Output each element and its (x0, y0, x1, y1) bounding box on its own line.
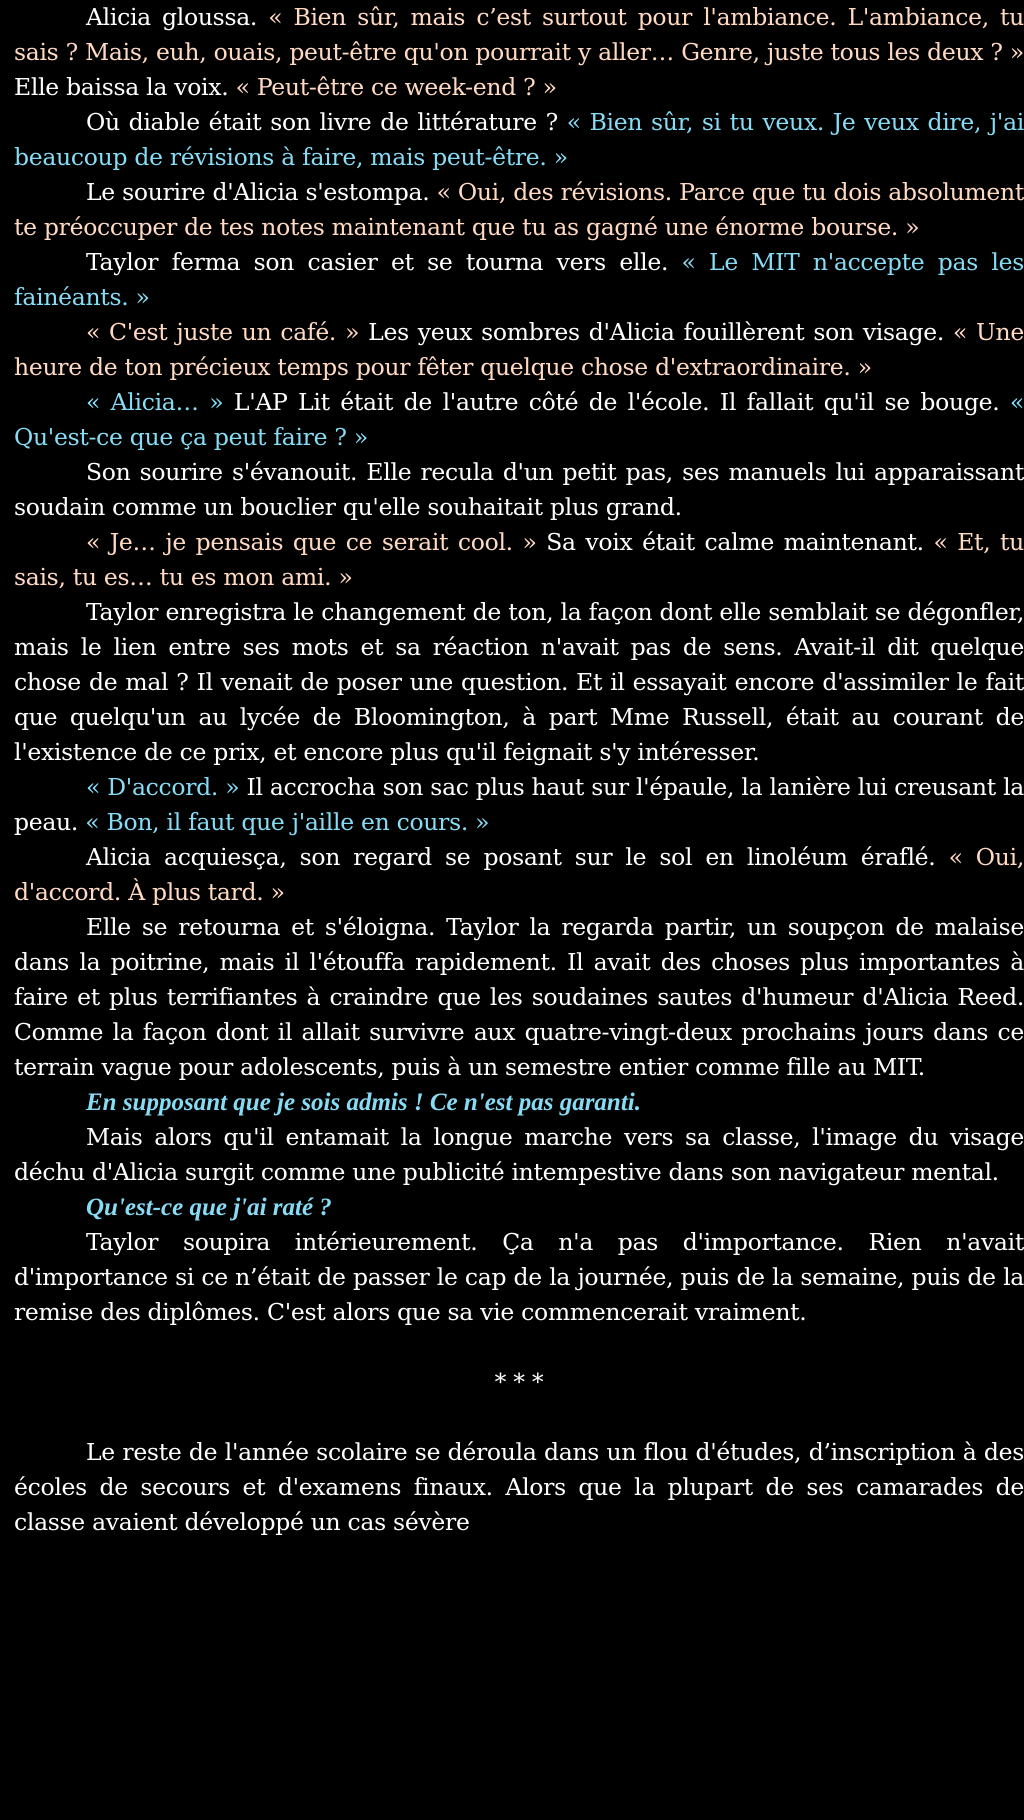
taylor-dialogue: « Alicia… » (86, 388, 224, 416)
alicia-dialogue: « Oui, des révisions. Parce que tu dois absolument te préoccuper de tes notes maintenant que tu as gagné une énorme bourse. » (14, 178, 1024, 241)
paragraph (14, 1225, 1024, 1330)
narration-text: * * * (494, 1368, 544, 1396)
narration-text: Le sourire d'Alicia s'estompa. (86, 178, 437, 206)
paragraph (14, 385, 1024, 455)
alicia-dialogue: « Peut-être ce week-end ? » (235, 73, 557, 101)
narration-text: Alicia gloussa. (86, 3, 269, 31)
narration-text: Mais alors qu'il entamait la longue marche vers sa classe, l'image du visage déchu d'Alicia surgit comme une publicité intempestive dans son navigateur mental. (14, 1123, 1024, 1186)
alicia-dialogue: « C'est juste un café. » (86, 318, 360, 346)
taylor-dialogue: « D'accord. » (86, 773, 240, 801)
narration-text: Son sourire s'évanouit. Elle recula d'un petit pas, ses manuels lui apparaissant soudain comme un bouclier qu'elle souhaitait plus grand. (14, 458, 1024, 521)
taylor-dialogue: « Bien sûr, si tu veux. Je veux dire, j'ai beaucoup de révisions à faire, mais peut-être. » (14, 108, 1024, 171)
narration-text: L'AP Lit était de l'autre côté de l'école. Il fallait qu'il se bouge. (223, 388, 1010, 416)
narration-text: Les yeux sombres d'Alicia fouillèrent son visage. (359, 318, 953, 346)
paragraph (14, 245, 1024, 315)
taylor-dialogue: « Bon, il faut que j'aille en cours. » (85, 808, 490, 836)
paragraph (14, 175, 1024, 245)
inner-thought: En supposant que je sois admis ! Ce n'est pas garanti. (86, 1089, 641, 1116)
narration-text: Elle baissa la voix. (14, 73, 236, 101)
narration-text: Il accrocha son sac plus haut sur l'épaule, la lanière lui creusant la peau. (14, 773, 1024, 836)
paragraph (14, 1435, 1024, 1540)
narration-text: Taylor soupira intérieurement. Ça n'a pas d'importance. Rien n'avait d'importance si ce n’était de passer le cap de la journée, puis de la semaine, puis de la remise des diplômes. C'est alors que sa vie commencerait vraiment. (14, 1228, 1024, 1326)
paragraph (14, 595, 1024, 770)
narration-text: Le reste de l'année scolaire se déroula dans un flou d'études, d’inscription à des écoles de secours et d'examens finaux. Alors que la plupart de ses camarades de classe avaient développé un cas sévère (14, 1438, 1024, 1536)
paragraph (14, 315, 1024, 385)
alicia-dialogue: « Bien sûr, mais c’est surtout pour l'ambiance. L'ambiance, tu sais ? Mais, euh, ouais, peut-être qu'on pourrait y aller… Genre, juste tous les deux ? » (14, 3, 1024, 66)
document-page (14, 0, 1024, 1540)
paragraph (14, 1120, 1024, 1190)
narration-text: Sa voix était calme maintenant. (536, 528, 934, 556)
scene-break (14, 1365, 1024, 1400)
paragraph (14, 105, 1024, 175)
paragraph (14, 1085, 1024, 1120)
alicia-dialogue: « Et, tu sais, tu es… tu es mon ami. » (14, 528, 1024, 591)
paragraph (14, 840, 1024, 910)
inner-thought: Qu'est-ce que j'ai raté ? (86, 1194, 332, 1221)
narration-text: Taylor enregistra le changement de ton, la façon dont elle semblait se dégonfler, mais le lien entre ses mots et sa réaction n'avait pas de sens. Avait-il dit quelque chose de mal ? Il venait de poser une question. Et il essayait encore d'assimiler le fait que quelqu'un au lycée de Bloomington, à part Mme Russell, était au courant de l'existence de ce prix, et encore plus qu'il feignait s'y intéresser. (14, 598, 1024, 766)
paragraph (14, 910, 1024, 1085)
paragraph (14, 770, 1024, 840)
paragraph (14, 455, 1024, 525)
alicia-dialogue: « Je… je pensais que ce serait cool. » (86, 528, 537, 556)
paragraph (14, 0, 1024, 105)
paragraph (14, 525, 1024, 595)
narration-text: Elle se retourna et s'éloigna. Taylor la regarda partir, un soupçon de malaise dans la poitrine, mais il l'étouffa rapidement. Il avait des choses plus importantes à faire et plus terrifiantes à craindre que les soudaines sautes d'humeur d'Alicia Reed. Comme la façon dont il allait survivre aux quatre-vingt-deux prochains jours dans ce terrain vague pour adolescents, puis à un semestre entier comme fille au MIT. (14, 913, 1024, 1081)
narration-text: Alicia acquiesça, son regard se posant sur le sol en linoléum éraflé. (86, 843, 949, 871)
paragraph (14, 1190, 1024, 1225)
taylor-dialogue: « Le MIT n'accepte pas les fainéants. » (14, 248, 1024, 311)
alicia-dialogue: « Une heure de ton précieux temps pour fêter quelque chose d'extraordinaire. » (14, 318, 1024, 381)
narration-text: Taylor ferma son casier et se tourna vers elle. (86, 248, 682, 276)
taylor-dialogue: « Qu'est-ce que ça peut faire ? » (14, 388, 1024, 451)
narration-text: Où diable était son livre de littérature ? (86, 108, 567, 136)
alicia-dialogue: « Oui, d'accord. À plus tard. » (14, 843, 1024, 906)
